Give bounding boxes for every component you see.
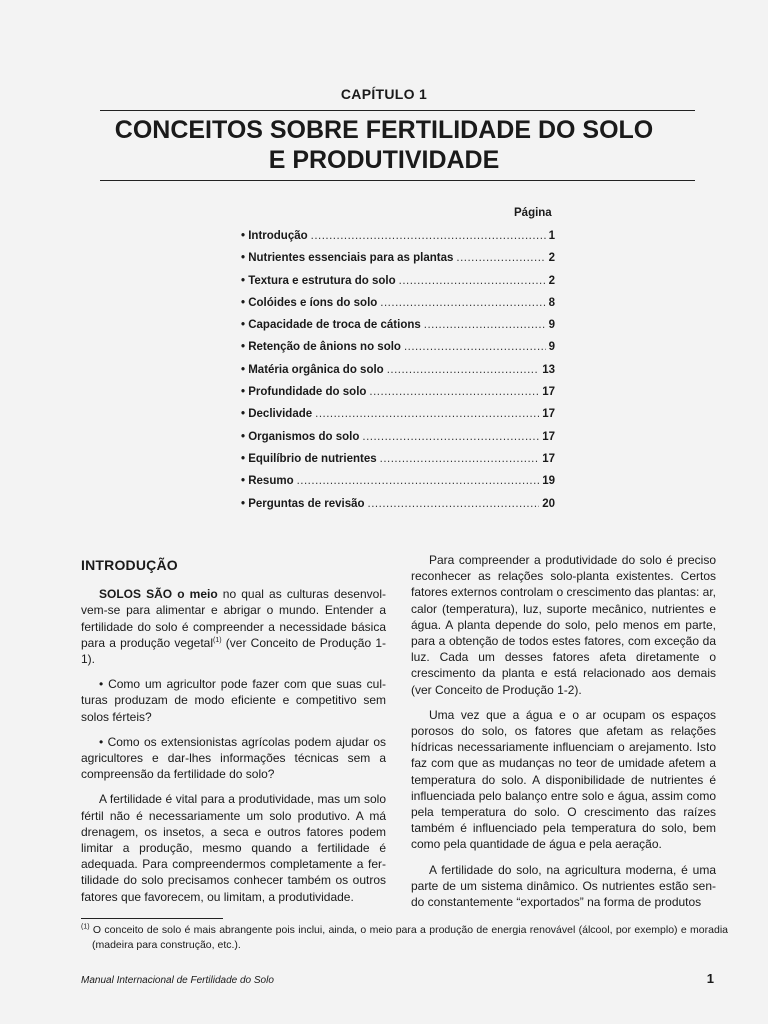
toc-entry (241, 498, 555, 520)
toc-entry-page: 13 (542, 363, 555, 376)
toc-page-header: Página (514, 207, 552, 219)
toc-entry (241, 364, 555, 386)
toc-entry-page: 9 (548, 319, 555, 332)
toc-leader-dots (380, 297, 545, 309)
chapter-title-line-2: E PRODUTIVIDADE (268, 146, 500, 174)
toc-leader-dots (297, 475, 540, 487)
toc-leader-dots (424, 319, 546, 331)
chapter-title-line-1: CONCEITOS SOBRE FERTILIDADE DO SOLO (114, 116, 654, 144)
toc-entry-label: • Capacidade de troca de cátions (241, 319, 421, 332)
toc-leader-dots (368, 498, 540, 510)
paragraph: SOLOS SÃO o meio no qual as culturas desenvolvem-se para alimentar e abrigar o mundo. Entender a fertilidade do solo é compreender a necessidade básica para a produção vegetal$^{(1)}$ (ver Conceito de Produção 1-1). (81, 587, 386, 667)
toc-entry (241, 341, 555, 363)
toc-entry-page: 9 (548, 341, 555, 354)
footnote-ref: (1) (213, 636, 222, 644)
toc-leader-dots (369, 386, 539, 398)
chapter-label: CAPÍTULO 1 (340, 86, 428, 102)
toc-entry (241, 319, 555, 341)
toc-entry (241, 453, 555, 475)
toc-entry (241, 386, 555, 408)
toc-entry-page: 1 (548, 230, 555, 242)
toc-entry-label: • Textura e estrutura do solo (241, 274, 396, 287)
toc-entry (241, 252, 555, 274)
toc-entry-page: 17 (542, 408, 555, 421)
toc-leader-dots (399, 275, 546, 287)
toc-entry-label: • Nutrientes essenciais para as plantas (241, 252, 454, 265)
chapter-title (0, 115, 768, 175)
toc-leader-dots (456, 252, 545, 264)
toc-entry-label: • Colóides e íons do solo (241, 296, 378, 309)
toc-entry-label: • Introdução (241, 230, 308, 242)
toc-entry-label: • Matéria orgânica do solo (241, 363, 384, 376)
toc-entry-page: 17 (542, 386, 555, 399)
toc-entry-page: 2 (548, 274, 555, 287)
toc-entry-label: • Retenção de ânions no solo (241, 341, 401, 354)
title-rule-top (100, 110, 695, 111)
title-rule-bottom (100, 180, 695, 181)
toc-leader-dots (380, 453, 540, 465)
toc-entry-page: 17 (542, 452, 555, 465)
toc-entry (241, 230, 555, 252)
page-number: 1 (706, 971, 714, 986)
toc-entry-page: 20 (542, 497, 555, 510)
toc-entry-page: 19 (542, 475, 555, 488)
paragraph: • Como os extensionistas agrícolas podem ajudar os agricultores e dar-lhes informações técnicas sem a compreensão da fertilidade do solo? (81, 734, 386, 782)
paragraph: A fertilidade é vital para a produtividade, mas um solo fértil não é necessariamente um solo produtivo. A má drenagem, os insetos, a seca e outros fatores podem limitar a produção, mesmo quando a fertilidade é adequada. Para compreendermos completamente a fertilidade do solo precisamos conhecer também os outros fatores que favorecem, ou limitam, a produtividade. (81, 792, 386, 904)
footnote-marker: (1) (81, 923, 90, 931)
paragraph: Para compreender a produtividade do solo é preciso reconhecer as relações solo-planta existentes. Certos fatores externos controlam o crescimento das plantas: ar, calor (temperatura), luz, suporte mecânico, nutrientes e água. A planta depende do solo, pelo menos em parte, para a obtenção de todos estes fatores, com exceção da luz. Cada um desses fatores afeta diretamente o crescimento da planta e está relacionado aos demais (ver Conceito de Produção 1-2). (411, 553, 716, 697)
table-of-contents (241, 230, 555, 520)
toc-entry-page: 17 (542, 430, 555, 443)
toc-entry-label: • Profundidade do solo (241, 386, 367, 399)
toc-leader-dots (311, 230, 546, 242)
toc-leader-dots (362, 431, 539, 443)
toc-entry (241, 431, 555, 453)
toc-entry (241, 475, 555, 497)
toc-leader-dots (387, 364, 540, 376)
right-column (411, 552, 716, 919)
toc-entry-label: • Organismos do solo (241, 430, 360, 443)
toc-leader-dots (315, 408, 539, 420)
paragraph: Uma vez que a água e o ar ocupam os espaços porosos do solo, os fatores que afetam as relações hídricas necessariamente influenciam o arejamento. Isto faz com que as mudanças no teor de umidade afetem a temperatura do solo. A disponibilidade de nutrientes é influenciada pelo balanço entre solo e água, assim como pela temperatura do solo. O crescimento das raízes também é influenciado pela temperatura do solo, bem como pela quantidade de água e pela aeração. (411, 707, 716, 852)
toc-leader-dots (404, 341, 546, 353)
toc-entry-label: • Declividade (241, 408, 313, 421)
lead-in: SOLOS SÃO o meio (99, 587, 218, 602)
toc-entry (241, 275, 555, 297)
toc-entry (241, 408, 555, 430)
footnote-rule (81, 918, 223, 919)
paragraph: A fertilidade do solo, na agricultura moderna, é uma parte de um sistema dinâmico. Os nutrientes estão sendo constantemente “exportados” na forma de produtos (411, 862, 716, 910)
section-heading: INTRODUÇÃO (81, 557, 178, 573)
toc-entry-page: 2 (548, 252, 555, 265)
left-column (81, 552, 386, 914)
toc-entry-label: • Resumo (241, 475, 294, 488)
toc-entry-page: 8 (548, 296, 555, 309)
running-footer-title: Manual Internacional de Fertilidade do Solo (81, 975, 274, 986)
paragraph: • Como um agricultor pode fazer com que suas culturas produzam de modo eficiente e competitivo sem solos férteis? (81, 677, 386, 724)
toc-entry-label: • Equilíbrio de nutrientes (241, 452, 377, 465)
footnote: $^{(1)}$ O conceito de solo é mais abrangente pois inclui, ainda, o meio para a produção de energia renovável (álcool, por exemplo) e moradia (madeira para construção, etc.). (81, 923, 728, 951)
toc-entry (241, 297, 555, 319)
toc-entry-label: • Perguntas de revisão (241, 497, 365, 510)
